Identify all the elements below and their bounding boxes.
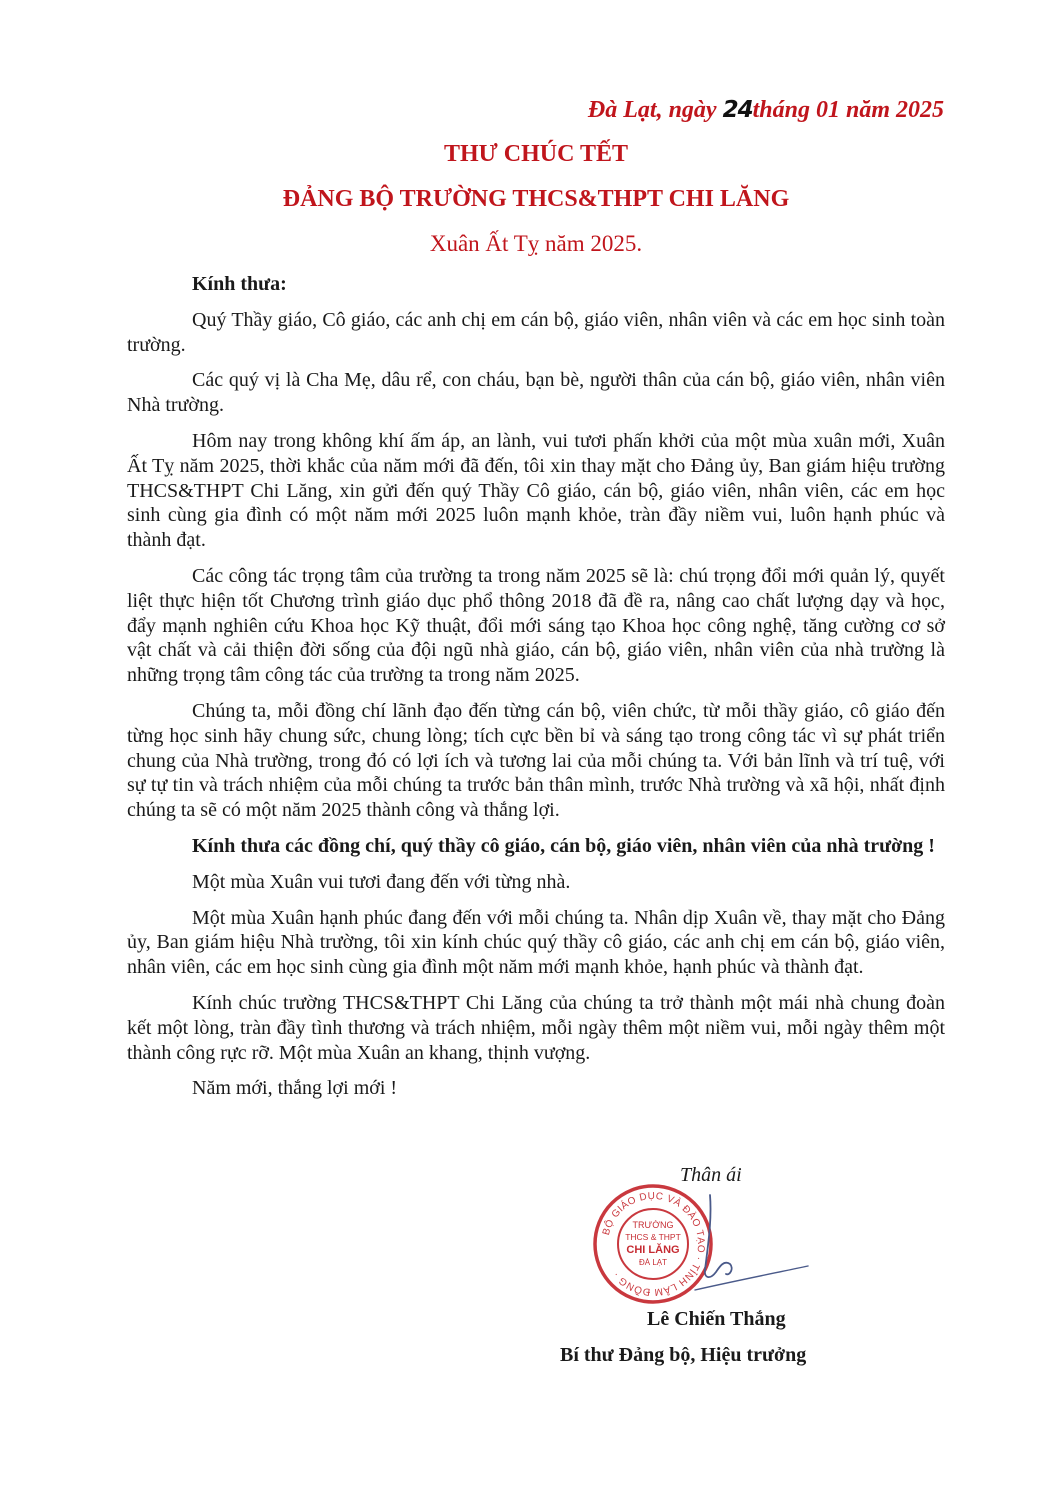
paragraph: Một mùa Xuân hạnh phúc đang đến với mỗi chúng ta. Nhân dịp Xuân về, thay mặt cho Đảng ủy, Ban giám hiệu Nhà trường, tôi xin kính chúc quý thầy cô giáo, các anh chị em cán bộ, giáo viên, nhân viên, các em học sinh cùng gia đình một năm mới mạnh khỏe, hạnh phúc và thành đạt. <box>127 906 945 979</box>
organization-title: ĐẢNG BỘ TRƯỜNG THCS&THPT CHI LĂNG <box>282 186 790 212</box>
dateline <box>420 93 944 127</box>
date-day: 24 <box>722 97 753 123</box>
svg-text:CHI LĂNG: CHI LĂNG <box>626 1244 680 1256</box>
signer-role: Bí thư Đảng bộ, Hiệu trưởng <box>560 1344 807 1366</box>
letter-title: THƯ CHÚC TẾT <box>443 141 629 167</box>
svg-text:ĐÀ LẠT: ĐÀ LẠT <box>638 1258 668 1267</box>
svg-text:BỘ GIÁO DỤC VÀ ĐÀO TẠO · TỈNH: BỘ GIÁO DỤC VÀ ĐÀO TẠO · TỈNH LÂM ĐỒNG · <box>600 1190 707 1298</box>
handwritten-signature <box>690 1190 810 1300</box>
second-address: Kính thưa các đồng chí, quý thầy cô giáo, cán bộ, giáo viên, nhân viên của nhà trường ! <box>192 834 935 857</box>
letter-body <box>127 272 945 1112</box>
paragraph: Năm mới, thắng lợi mới ! <box>192 1077 398 1100</box>
greeting: Kính thưa: <box>192 273 287 295</box>
occasion-subtitle: Xuân Ất Tỵ năm 2025. <box>429 231 643 256</box>
paragraph: Các công tác trọng tâm của trường ta trong năm 2025 sẽ là: chú trọng đổi mới quản lý, quyết liệt thực hiện tốt Chương trình giáo dục phổ thông 2018 đã đề ra, nâng cao chất lượng dạy và học, đẩy mạnh nghiên cứu Khoa học Kỹ thuật, đổi mới sáng tạo Khoa học công nghệ, tăng cường cơ sở vật chất và cải thiện đời sống của đội ngũ nhà giáo, cán bộ, giáo viên, nhân viên của nhà trường là những trọng tâm công tác của trường ta trong năm 2025. <box>127 564 945 687</box>
paragraph: Hôm nay trong không khí ấm áp, an lành, vui tươi phấn khởi của một mùa xuân mới, Xuân Ất Tỵ năm 2025, thời khắc của năm mới đã đến, tôi xin thay mặt cho Đảng ủy, Ban giám hiệu trường THCS&THPT Chi Lăng, xin gửi đến quý Thầy Cô giáo, cán bộ, giáo viên, nhân viên, các em học sinh cùng gia đình có một năm mới 2025 luôn mạnh khỏe, tràn đầy niềm vui, luôn hạnh phúc và thành đạt. <box>127 429 945 552</box>
signer-name: Lê Chiến Thắng <box>647 1308 786 1330</box>
paragraph: Chúng ta, mỗi đồng chí lãnh đạo đến từng cán bộ, viên chức, từ mỗi thầy giáo, cô giáo đến từng học sinh hãy chung sức, chung lòng; tích cực bền bỉ và sáng tạo trong công tác vì sự phát triển chung của Nhà trường, trong đó có lợi ích và tương lai của mỗi chúng ta. Với bản lĩnh và trí tuệ, với sự tự tin và trách nhiệm của mỗi chúng ta trước bản thân mình, trước Nhà trường và xã hội, nhất định chúng ta sẽ có một năm 2025 thành công và thắng lợi. <box>127 699 945 822</box>
date-prefix: Đà Lạt, ngày <box>587 97 723 123</box>
paragraph: Một mùa Xuân vui tươi đang đến với từng nhà. <box>192 870 571 893</box>
date-suffix: tháng 01 năm 2025 <box>752 97 944 123</box>
svg-text:THCS & THPT: THCS & THPT <box>625 1232 681 1242</box>
paragraph: Các quý vị là Cha Mẹ, dâu rể, con cháu, bạn bè, người thân của cán bộ, giáo viên, nhân viên Nhà trường. <box>127 369 945 417</box>
paragraph: Quý Thầy giáo, Cô giáo, các anh chị em cán bộ, giáo viên, nhân viên và các em học sinh toàn trường. <box>127 308 945 356</box>
closing-text: Thân ái <box>680 1164 742 1186</box>
svg-text:TRƯỜNG: TRƯỜNG <box>632 1220 674 1230</box>
paragraph: Kính chúc trường THCS&THPT Chi Lăng của chúng ta trở thành một mái nhà chung đoàn kết một lòng, tràn đầy tình thương và trách nhiệm, mỗi ngày thêm một niềm vui, mỗi ngày thêm một thành công rực rỡ. Một mùa Xuân an khang, thịnh vượng. <box>127 991 945 1064</box>
